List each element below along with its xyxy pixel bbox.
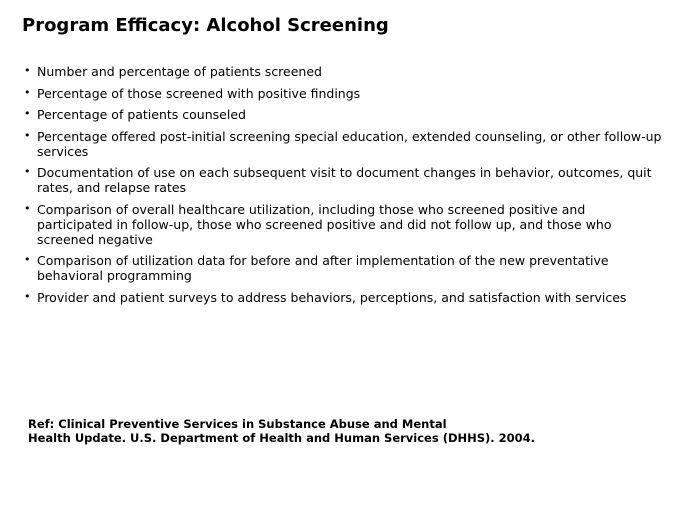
bullet-text: Percentage offered post-initial screening special education, extended counseling, or other follow-up services [37, 128, 662, 159]
bullet-item [22, 129, 662, 159]
bullet-text: Documentation of use on each subsequent visit to document changes in behavior, outcomes, quit rates, and relapse rates [37, 165, 652, 195]
reference-citation [28, 417, 668, 445]
bullet-list [22, 64, 662, 311]
bullet-item [22, 253, 662, 283]
bullet-text: Comparison of utilization data for before and after implementation of the new preventative behavioral programming [37, 253, 609, 283]
reference-line-1: Ref: Clinical Preventive Services in Substance Abuse and Mental [28, 417, 447, 431]
bullet-dot-icon: • [24, 289, 31, 303]
bullet-item [22, 202, 662, 247]
bullet-text: Number and percentage of patients screened [37, 64, 322, 79]
bullet-item [22, 165, 662, 195]
bullet-text: Percentage of patients counseled [37, 107, 246, 122]
bullet-text: Comparison of overall healthcare utilization, including those who screened positive and participated in follow-up, those who screened positive and did not follow up, and those who screened negative [37, 201, 612, 247]
bullet-item [22, 107, 662, 122]
bullet-dot-icon: • [24, 107, 31, 120]
bullet-item [22, 86, 662, 101]
bullet-dot-icon: • [24, 201, 31, 215]
slide-title: Program Efficacy: Alcohol Screening [22, 15, 389, 36]
bullet-text: Percentage of those screened with positive findings [37, 85, 361, 101]
bullet-dot-icon: • [24, 128, 31, 142]
bullet-dot-icon: • [24, 64, 31, 77]
bullet-item [22, 64, 662, 79]
bullet-dot-icon: • [24, 253, 31, 266]
bullet-text: Provider and patient surveys to address behaviors, perceptions, and satisfaction with services [37, 289, 627, 305]
reference-line-2: Health Update. U.S. Department of Health and Human Services (DHHS). 2004. [28, 431, 536, 445]
bullet-item [22, 290, 662, 305]
bullet-dot-icon: • [24, 85, 31, 99]
bullet-dot-icon: • [24, 165, 31, 178]
